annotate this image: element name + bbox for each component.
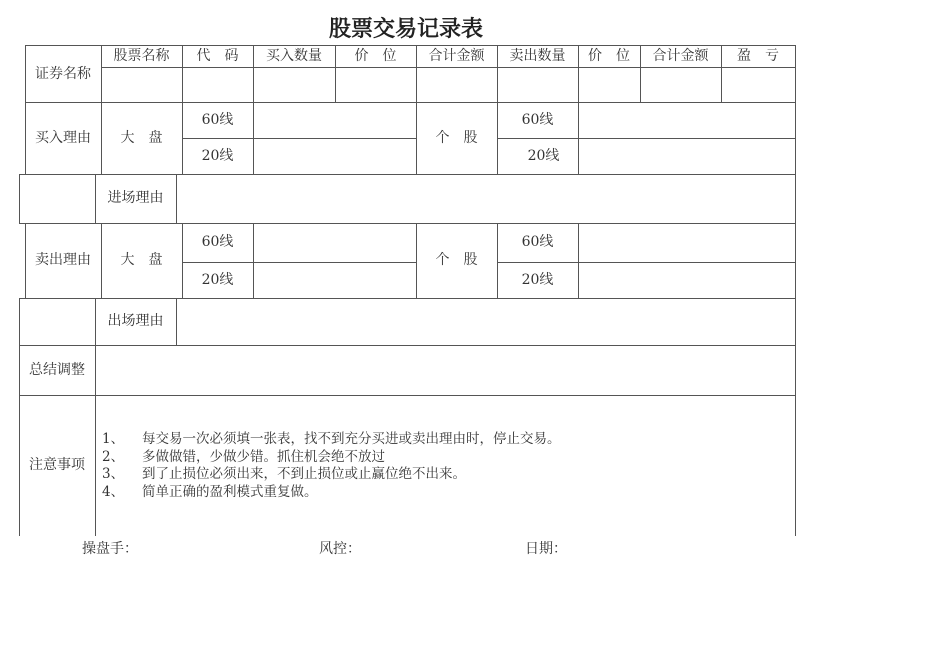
col-buy-total: 合计金额 <box>428 48 485 64</box>
input-sell-stock-60[interactable] <box>579 224 795 262</box>
note-item: 1、 每交易一次必须填一张表，找不到充分买进或卖出理由时，停止交易。 <box>102 431 561 447</box>
summary-label: 总结调整 <box>29 362 85 378</box>
sell-market-20-label: 20线 <box>201 272 234 288</box>
input-entry-reason[interactable] <box>177 175 795 223</box>
col-profit-loss: 盈 亏 <box>737 48 779 64</box>
buy-market-60-label: 60线 <box>201 112 234 128</box>
input-sell-stock-20[interactable] <box>579 263 795 298</box>
sell-stock-20-label: 20线 <box>521 272 554 288</box>
risk-control-label: 风控： <box>319 541 361 557</box>
input-sell-price[interactable] <box>579 68 640 102</box>
notes-label: 注意事项 <box>29 457 85 473</box>
exit-reason-label: 出场理由 <box>107 313 164 329</box>
buy-stock-60-label: 60线 <box>521 112 554 128</box>
input-summary[interactable] <box>96 346 795 395</box>
input-sell-market-60[interactable] <box>254 224 416 262</box>
sell-market-label: 大 盘 <box>120 252 163 268</box>
note-item: 3、 到了止损位必须出来，不到止损位或止赢位绝不出来。 <box>102 466 466 482</box>
buy-market-20-label: 20线 <box>201 148 234 164</box>
col-sell-qty: 卖出数量 <box>509 48 566 64</box>
col-stock-name: 股票名称 <box>113 48 170 64</box>
col-buy-qty: 买入数量 <box>266 48 322 64</box>
input-sell-total[interactable] <box>641 68 721 102</box>
input-buy-qty[interactable] <box>254 68 335 102</box>
note-item: 2、 多做做错，少做少错。抓住机会绝不放过 <box>102 449 385 465</box>
col-sell-price: 价 位 <box>588 48 630 64</box>
buy-market-label: 大 盘 <box>120 130 163 146</box>
col-buy-price: 价 位 <box>354 48 397 64</box>
input-code[interactable] <box>183 68 253 102</box>
input-stock-name[interactable] <box>102 68 182 102</box>
input-profit-loss[interactable] <box>722 68 795 102</box>
note-item: 4、 简单正确的盈利模式重复做。 <box>102 484 318 500</box>
input-exit-reason[interactable] <box>177 299 795 345</box>
input-buy-market-60[interactable] <box>254 103 416 138</box>
security-name-label: 证券名称 <box>35 66 91 82</box>
page-title: 股票交易记录表 <box>328 16 483 42</box>
sell-market-60-label: 60线 <box>201 234 234 250</box>
sell-reason-label: 卖出理由 <box>35 252 91 268</box>
buy-stock-20-label: 20线 <box>527 148 560 164</box>
input-buy-market-20[interactable] <box>254 139 416 174</box>
trader-signature-label: 操盘手： <box>82 541 138 557</box>
buy-reason-label: 买入理由 <box>35 130 91 146</box>
input-sell-market-20[interactable] <box>254 263 416 298</box>
entry-reason-label: 进场理由 <box>107 190 164 206</box>
col-code: 代 码 <box>196 48 239 64</box>
buy-stock-label: 个 股 <box>435 130 478 146</box>
sell-stock-60-label: 60线 <box>521 234 554 250</box>
date-label: 日期： <box>525 541 567 557</box>
sell-stock-label: 个 股 <box>435 252 478 268</box>
input-buy-stock-60[interactable] <box>579 103 795 138</box>
input-buy-stock-20[interactable] <box>579 139 795 174</box>
input-sell-qty[interactable] <box>498 68 578 102</box>
col-sell-total: 合计金额 <box>652 48 709 64</box>
input-buy-total[interactable] <box>417 68 497 102</box>
input-buy-price[interactable] <box>336 68 416 102</box>
